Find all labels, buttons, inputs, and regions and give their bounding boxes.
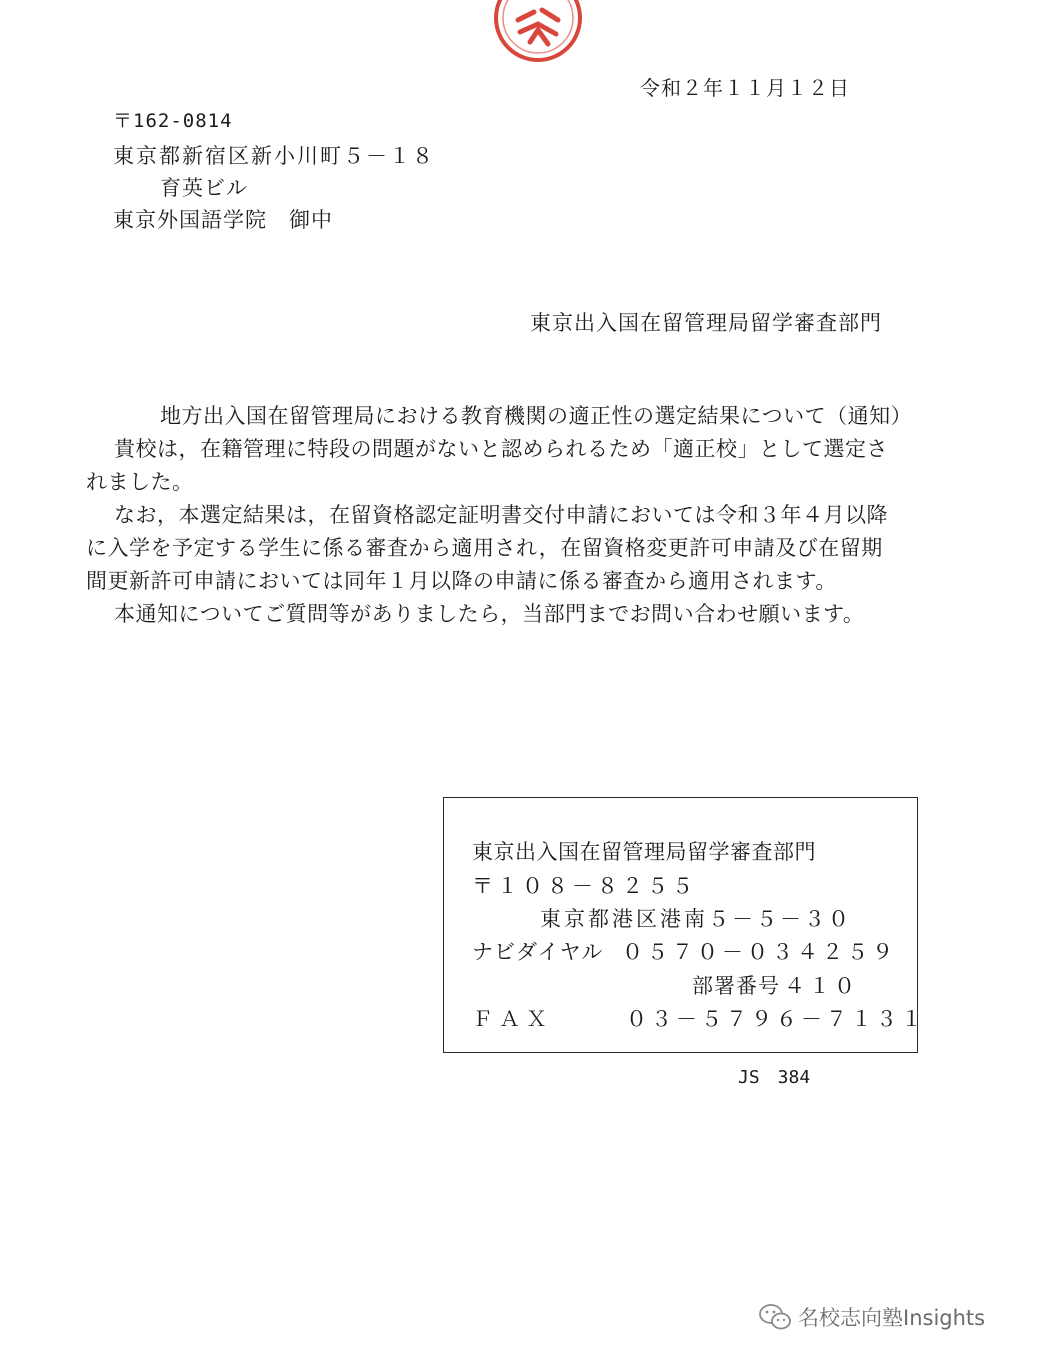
paragraph-1-line-1: 貴校は，在籍管理に特段の問題がないと認められるため「適正校」として選定さ <box>114 437 888 461</box>
document-code: JS 384 <box>738 1067 811 1088</box>
contact-fax-number: ０３－５７９６－７１３１ <box>626 1007 926 1031</box>
paragraph-3-line-1: 本通知についてご質問等がありましたら，当部門までお問い合わせ願います。 <box>114 602 865 626</box>
recipient-postal-code: 〒162-0814 <box>113 110 233 132</box>
contact-address: 東京都港区港南５－５－３０ <box>540 907 852 931</box>
recipient-address-line1: 東京都新宿区新小川町５－１８ <box>113 144 435 168</box>
contact-dept-number: ４１０ <box>784 974 859 998</box>
watermark-text: 名校志向塾Insights <box>798 1306 986 1330</box>
contact-dept-label: 部署番号 <box>692 974 780 998</box>
letter-subject: 地方出入国在留管理局における教育機関の適正性の選定結果について（通知） <box>160 404 913 428</box>
paragraph-1-line-2: れました。 <box>86 470 194 494</box>
watermark <box>758 1302 985 1332</box>
contact-info-box <box>443 797 926 1053</box>
letter-body <box>86 400 986 631</box>
contact-fax-label: ＦＡＸ <box>472 1007 553 1031</box>
recipient-name: 東京外国語学院 御中 <box>113 208 333 232</box>
paragraph-2-line-3: 間更新許可申請においては同年１月以降の申請に係る審査から適用されます。 <box>86 569 837 593</box>
sender-name: 東京出入国在留管理局留学審査部門 <box>530 311 882 335</box>
contact-postal-code: 〒１０８－８２５５ <box>472 874 697 898</box>
paragraph-2-line-2: に入学を予定する学生に係る審査から適用され，在留資格変更許可申請及び在留期 <box>86 536 883 560</box>
issue-date: 令和２年１１月１２日 <box>640 76 850 100</box>
wechat-icon <box>758 1302 792 1332</box>
contact-office: 東京出入国在留管理局留学審査部門 <box>472 840 816 864</box>
paragraph-2-line-1: なお，本選定結果は，在留資格認定証明書交付申請においては令和３年４月以降 <box>114 503 888 527</box>
contact-navi-number: ０５７０－０３４２５９ <box>622 940 897 964</box>
official-seal-icon <box>490 0 586 66</box>
contact-navi-label: ナビダイヤル <box>472 940 604 964</box>
recipient-address-line2: 育英ビル <box>160 176 248 200</box>
